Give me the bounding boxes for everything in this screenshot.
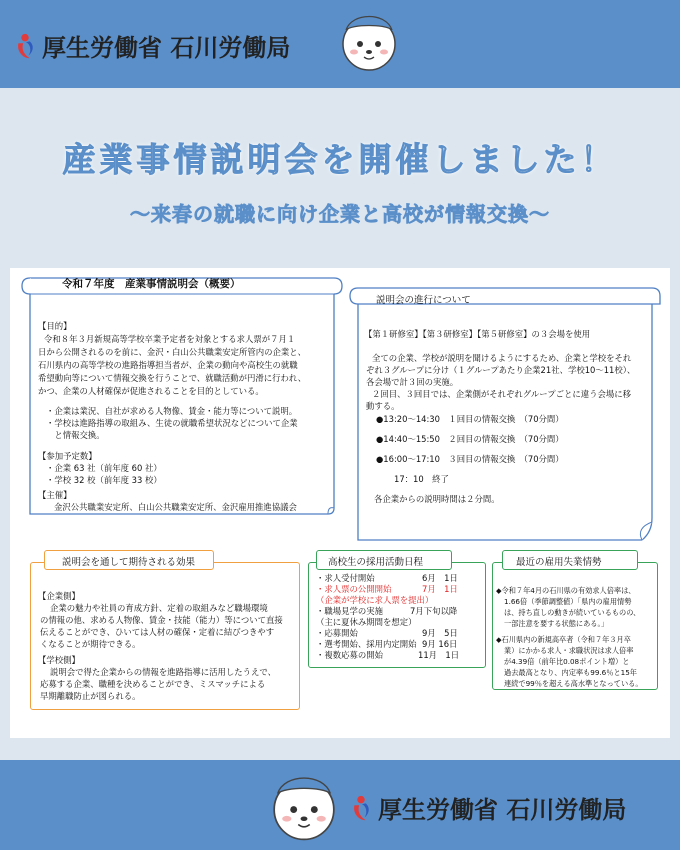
progress-end: 17：10 終了 (394, 474, 449, 484)
sub-headline: ～来春の就職に向け企業と高校が情報交換～ (130, 202, 550, 226)
progress-desc: 全ての企業、学校が説明を聞けるようにするため、企業と学校をそれ (372, 353, 632, 363)
schedule-slot: ●14:40～15:50 ２回目の情報交換 （70分間） (376, 434, 564, 444)
main-headline: 産業事情説明会を開催しました！ (62, 140, 618, 179)
school-line: 応募する企業、職種を決めることができ、ミスマッチによる (40, 679, 266, 689)
progress-title: 説明会の進行について (376, 295, 471, 306)
company-line: 伝えることができ、ひいては人材の確保・定着に結びつきやす (40, 627, 275, 637)
progress-desc: 各会場で計３回の実施。 (366, 377, 459, 387)
employment-line: 過去最高となり、内定率も99.6％と15年 (504, 668, 637, 677)
header-logo (14, 28, 290, 63)
progress-desc: ぞれ３グループに分け（１グループあたり企業21社、学校10～11校）、 (366, 365, 636, 375)
progress-desc: ２回目、３回目では、企業側がそれぞれグループごとに違う会場に移 (372, 389, 631, 399)
mhlw-logo-icon (350, 794, 372, 822)
employment-line: が4.39倍（前年比0.08ポイント増）と (504, 657, 630, 666)
effects-title: 説明会を通して期待される効果 (62, 557, 196, 568)
footer-logo-text: 厚生労働省 石川労働局 (378, 796, 627, 824)
company-label: 【企業側】 (38, 591, 80, 601)
schedule-row-date: 7月下旬以降 (410, 606, 458, 616)
school-label: 【学校側】 (38, 655, 80, 665)
schedule-row-date: 9月 5日 (422, 628, 458, 638)
headline-area (0, 88, 680, 268)
purpose-line: 石川県内の高等学校の進路指導担当者が、企業の動向や高校生の就職 (38, 360, 298, 370)
mascot-icon (268, 766, 340, 844)
school-line: 早期離職防止が図られる。 (40, 691, 141, 701)
employment-line: ◆令和７年4月の石川県の有効求人倍率は、 (496, 586, 636, 595)
schedule-row-date: 9月 16日 (422, 639, 458, 649)
schedule-row-label: ・応募開始 (316, 628, 358, 638)
hiring-schedule-title: 高校生の採用活動日程 (328, 557, 424, 568)
mascot-icon (338, 6, 400, 74)
purpose-line: 令和８年３月新規高等学校卒業予定者を対象とする求人票が７月１ (44, 334, 296, 344)
purpose-label: 【目的】 (38, 321, 72, 331)
schedule-slot: ●13:20～14:30 １回目の情報交換 （70分間） (376, 414, 564, 424)
purpose-line: 希望動向等について情報交換を行うことで、就職活動が円滑に行われ、 (38, 373, 307, 383)
header-logo-text: 厚生労働省 石川労働局 (42, 34, 291, 62)
overview-bullet: と情報交換。 (46, 430, 105, 440)
employment-line: 一部注意を要する状態にある。」 (504, 619, 609, 628)
overview-bullet: ・学校は進路指導の取組み、生徒の就職希望状況などについて企業 (46, 418, 298, 428)
schedule-row-label: ・複数応募の開始 (316, 650, 383, 660)
schedule-row-label: ・求人票の公開開始 (316, 584, 392, 594)
document-panel (10, 268, 670, 738)
employment-line: 1.66倍（季節調整値）「県内の雇用情勢 (504, 597, 632, 606)
employment-line: ◆石川県内の新規高卒者（令和７年３月卒 (496, 635, 631, 644)
host-label: 【主催】 (38, 490, 72, 500)
schedule-row-label: ・職場見学の実施 (316, 606, 383, 616)
schedule-row-date: 6月 1日 (422, 573, 458, 583)
header-band (0, 0, 680, 88)
progress-rooms: 【第１研修室】【第３研修室】【第５研修室】の３会場を使用 (364, 329, 591, 339)
employment-line: は、持ち直しの動きが続いているものの、 (504, 608, 641, 617)
purpose-line: 日から公開されるのを前に、金沢・白山公共職業安定所管内の企業と、 (38, 347, 306, 357)
school-line: 説明会で得た企業からの情報を進路指導に活用したうえで、 (50, 667, 276, 677)
company-line: の情報の他、求める人物像、賃金・技能（能力）等について直接 (40, 615, 283, 625)
schedule-row-note: （企業が学校に求人票を提出） (316, 595, 434, 605)
schedule-row-date: 7月 1日 (422, 584, 458, 594)
company-line: 企業の魅力や社員の育成方針、定着の取組みなど職場環境 (50, 603, 268, 613)
progress-desc: 動する。 (366, 401, 400, 411)
host-text: 金沢公共職業安定所、白山公共職業安定所、金沢雇用推進協議会 (54, 502, 297, 512)
participants-label: 【参加予定数】 (38, 451, 97, 461)
employment-title: 最近の雇用失業情勢 (516, 557, 602, 568)
mhlw-logo-icon (14, 32, 36, 60)
footer-band (0, 760, 680, 850)
participants-line: ・学校 32 校（前年度 33 校） (46, 475, 162, 485)
participants-line: ・企業 63 社（前年度 60 社） (46, 463, 162, 473)
employment-line: 連続で99％を超える高水準となっている。 (504, 679, 643, 688)
company-line: くなることが期待できる。 (40, 639, 141, 649)
progress-note: 各企業からの説明時間は２分間。 (374, 494, 500, 504)
schedule-row-label: ・選考開始、採用内定開始 (316, 639, 417, 649)
footer-logo (350, 790, 626, 825)
schedule-slot: ●16:00～17:10 ３回目の情報交換 （70分間） (376, 454, 564, 464)
schedule-row-date: 11月 1日 (418, 650, 460, 660)
overview-bullet: ・企業は業況、自社が求める人物像、賃金・能力等について説明。 (46, 406, 298, 416)
purpose-line: かつ、企業の人材確保が促進されることを目的としている。 (38, 386, 264, 396)
schedule-row-note: （主に夏休み期間を想定） (316, 617, 417, 627)
overview-title: 令和７年度 産業事情説明会（概要） (62, 278, 241, 290)
employment-line: 業）にかかる求人・求職状況は求人倍率 (504, 646, 634, 655)
schedule-row-label: ・求人受付開始 (316, 573, 375, 583)
